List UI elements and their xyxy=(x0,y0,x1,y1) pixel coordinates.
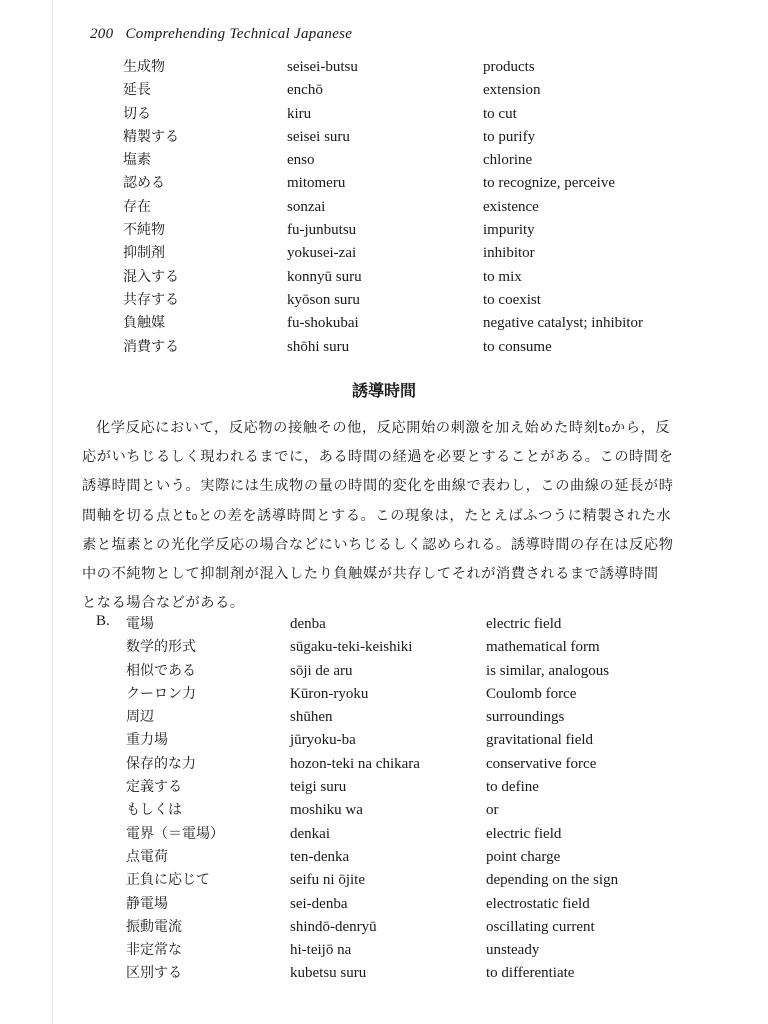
vocab-english: negative catalyst; inhibitor xyxy=(483,315,643,332)
vocab-english: electric field xyxy=(486,616,562,632)
vocab-row xyxy=(0,79,768,102)
vocab-japanese: 生成物 xyxy=(123,59,165,75)
vocab-romaji: sūgaku-teki-keishiki xyxy=(290,639,413,656)
vocab-romaji: enso xyxy=(287,152,315,169)
vocab-english: gravitational field xyxy=(486,732,594,749)
vocab-row xyxy=(0,683,768,706)
vocab-japanese: 電場 xyxy=(126,616,154,632)
vocab-row xyxy=(0,660,768,683)
page-number: 200 xyxy=(90,26,114,42)
vocab-romaji: konnyū suru xyxy=(287,268,362,285)
vocab-english: products xyxy=(483,59,535,75)
vocab-row xyxy=(0,103,768,126)
passage-line: 間軸を切る点とt₀との差を誘導時間とする。この現象は，たとえばふつうに精製された水 xyxy=(82,507,672,524)
vocab-english: existence xyxy=(483,198,539,215)
vocab-row xyxy=(0,266,768,289)
vocab-row xyxy=(0,242,768,265)
vocab-japanese: 混入する xyxy=(123,268,179,285)
vocab-english: electric field xyxy=(486,825,562,842)
vocab-romaji: kiru xyxy=(287,105,312,122)
vocab-row xyxy=(0,916,768,939)
vocab-english: to purify xyxy=(483,128,536,145)
vocab-japanese: 消費する xyxy=(123,338,179,355)
vocab-japanese: 区別する xyxy=(126,965,182,982)
vocabulary-list-b xyxy=(0,613,768,986)
vocab-japanese: 切る xyxy=(123,105,151,122)
vocab-japanese: 抑制剤 xyxy=(123,245,165,262)
vocab-english: to consume xyxy=(483,338,552,355)
vocab-romaji: shōhi suru xyxy=(287,338,350,355)
vocab-english: to cut xyxy=(483,105,517,122)
vocab-row xyxy=(0,939,768,962)
running-header xyxy=(90,26,352,43)
vocab-romaji: seifu ni ōjite xyxy=(290,872,365,889)
passage-line: 応がいちじるしく現われるまでに，ある時間の経過を必要とすることがある。この時間を xyxy=(82,449,674,466)
vocab-english: mathematical form xyxy=(486,639,600,656)
vocab-japanese: 延長 xyxy=(123,82,151,99)
vocab-romaji: teigi suru xyxy=(290,779,347,796)
vocab-japanese: 正負に応じて xyxy=(126,872,210,889)
passage-body xyxy=(82,414,684,618)
vocab-row xyxy=(0,823,768,846)
vocab-row xyxy=(0,126,768,149)
vocab-japanese: クーロン力 xyxy=(126,685,196,702)
vocab-romaji: seisei-butsu xyxy=(287,59,358,75)
vocab-row xyxy=(0,869,768,892)
vocab-romaji: enchō xyxy=(287,82,323,99)
passage-title: 誘導時間 xyxy=(351,381,416,400)
vocab-row xyxy=(0,846,768,869)
vocab-romaji: hi-teijō na xyxy=(290,942,352,959)
vocab-english: Coulomb force xyxy=(486,685,577,702)
vocab-row xyxy=(0,799,768,822)
vocab-english: or xyxy=(486,802,499,819)
vocab-english: electrostatic field xyxy=(486,895,590,912)
vocab-english: conservative force xyxy=(486,755,597,772)
vocab-row xyxy=(0,219,768,242)
vocab-row xyxy=(0,172,768,195)
vocab-japanese: 周辺 xyxy=(126,709,154,726)
passage-line: 誘導時間という。実際には生成物の量の時間的変化を曲線で表わし，この曲線の延長が時 xyxy=(82,478,674,495)
vocab-row xyxy=(0,706,768,729)
passage-line: 化学反応において，反応物の接触その他，反応開始の刺激を加え始めた時刻t₀から，反 xyxy=(96,420,671,436)
vocab-romaji: yokusei-zai xyxy=(287,245,357,262)
vocab-english: impurity xyxy=(483,222,535,239)
vocab-row xyxy=(0,56,768,79)
vocab-japanese: 非定常な xyxy=(126,942,182,959)
vocab-row xyxy=(0,729,768,752)
vocab-romaji: hozon-teki na chikara xyxy=(290,755,420,772)
vocab-japanese: 認める xyxy=(123,175,165,192)
passage-line: 中の不純物として抑制剤が混入したり負触媒が共存してそれが消費されるまで誘導時間 xyxy=(82,565,659,582)
section-b-label: B. xyxy=(96,613,110,629)
vocab-row xyxy=(0,289,768,312)
vocab-japanese: 精製する xyxy=(123,128,179,145)
vocab-romaji: fu-shokubai xyxy=(287,315,359,332)
vocab-row xyxy=(0,962,768,985)
vocab-english: unsteady xyxy=(486,942,540,959)
vocab-row xyxy=(0,636,768,659)
vocab-romaji: kubetsu suru xyxy=(290,965,367,982)
vocab-romaji: shindō-denryū xyxy=(290,918,377,935)
vocab-english: oscillating current xyxy=(486,918,595,935)
vocab-row xyxy=(0,196,768,219)
vocab-japanese: 相似である xyxy=(126,662,196,679)
vocab-romaji: sonzai xyxy=(287,198,326,215)
vocab-english: surroundings xyxy=(486,709,565,726)
vocab-row xyxy=(0,312,768,335)
vocab-english: is similar, analogous xyxy=(486,662,610,679)
vocab-japanese: 点電荷 xyxy=(126,848,168,865)
vocab-row xyxy=(0,893,768,916)
vocab-romaji: Kūron-ryoku xyxy=(290,685,369,702)
book-title: Comprehending Technical Japanese xyxy=(125,26,353,42)
vocab-japanese: 保存的な力 xyxy=(126,755,196,772)
vocabulary-list-a xyxy=(0,56,768,359)
vocab-row xyxy=(0,149,768,172)
vocab-japanese: 電界（＝電場） xyxy=(126,825,224,842)
vocab-romaji: shūhen xyxy=(290,709,333,726)
vocab-romaji: sei-denba xyxy=(290,895,348,912)
vocab-japanese: 数学的形式 xyxy=(126,639,196,656)
vocab-english: chlorine xyxy=(483,152,533,169)
vocab-japanese: 振動電流 xyxy=(126,918,182,935)
vocab-japanese: 負触媒 xyxy=(123,315,165,332)
vocab-english: extension xyxy=(483,82,541,99)
vocab-row xyxy=(0,613,768,636)
vocab-english: to differentiate xyxy=(486,965,575,982)
vocab-row xyxy=(0,753,768,776)
vocab-row xyxy=(0,336,768,359)
vocab-english: inhibitor xyxy=(483,245,535,262)
vocab-english: depending on the sign xyxy=(486,872,619,889)
vocab-japanese: 静電場 xyxy=(126,895,168,912)
vocab-romaji: sōji de aru xyxy=(290,662,353,679)
vocab-romaji: jūryoku-ba xyxy=(290,732,356,749)
passage-line: となる場合などがある。 xyxy=(82,595,245,612)
vocab-japanese: 定義する xyxy=(126,779,182,796)
vocab-japanese: 重力場 xyxy=(126,732,168,749)
vocab-japanese: もしくは xyxy=(126,802,182,819)
vocab-japanese: 塩素 xyxy=(123,152,151,169)
vocab-english: to mix xyxy=(483,268,522,285)
passage-line: 素と塩素との光化学反応の場合などにいちじるしく認められる。誘導時間の存在は反応物 xyxy=(82,536,674,553)
vocab-romaji: kyōson suru xyxy=(287,291,360,308)
vocab-romaji: fu-junbutsu xyxy=(287,222,357,239)
vocab-english: to define xyxy=(486,779,539,796)
vocab-romaji: seisei suru xyxy=(287,128,350,145)
vocab-japanese: 存在 xyxy=(123,198,151,215)
vocab-english: point charge xyxy=(486,848,561,865)
vocab-japanese: 共存する xyxy=(123,291,179,308)
vocab-english: to recognize, perceive xyxy=(483,175,616,192)
vocab-romaji: mitomeru xyxy=(287,175,346,192)
vocab-romaji: moshiku wa xyxy=(290,802,363,819)
vocab-romaji: ten-denka xyxy=(290,848,350,865)
vocab-english: to coexist xyxy=(483,291,541,308)
vocab-romaji: denba xyxy=(290,616,326,632)
vocab-japanese: 不純物 xyxy=(123,222,165,239)
vocab-row xyxy=(0,776,768,799)
vocab-romaji: denkai xyxy=(290,825,330,842)
